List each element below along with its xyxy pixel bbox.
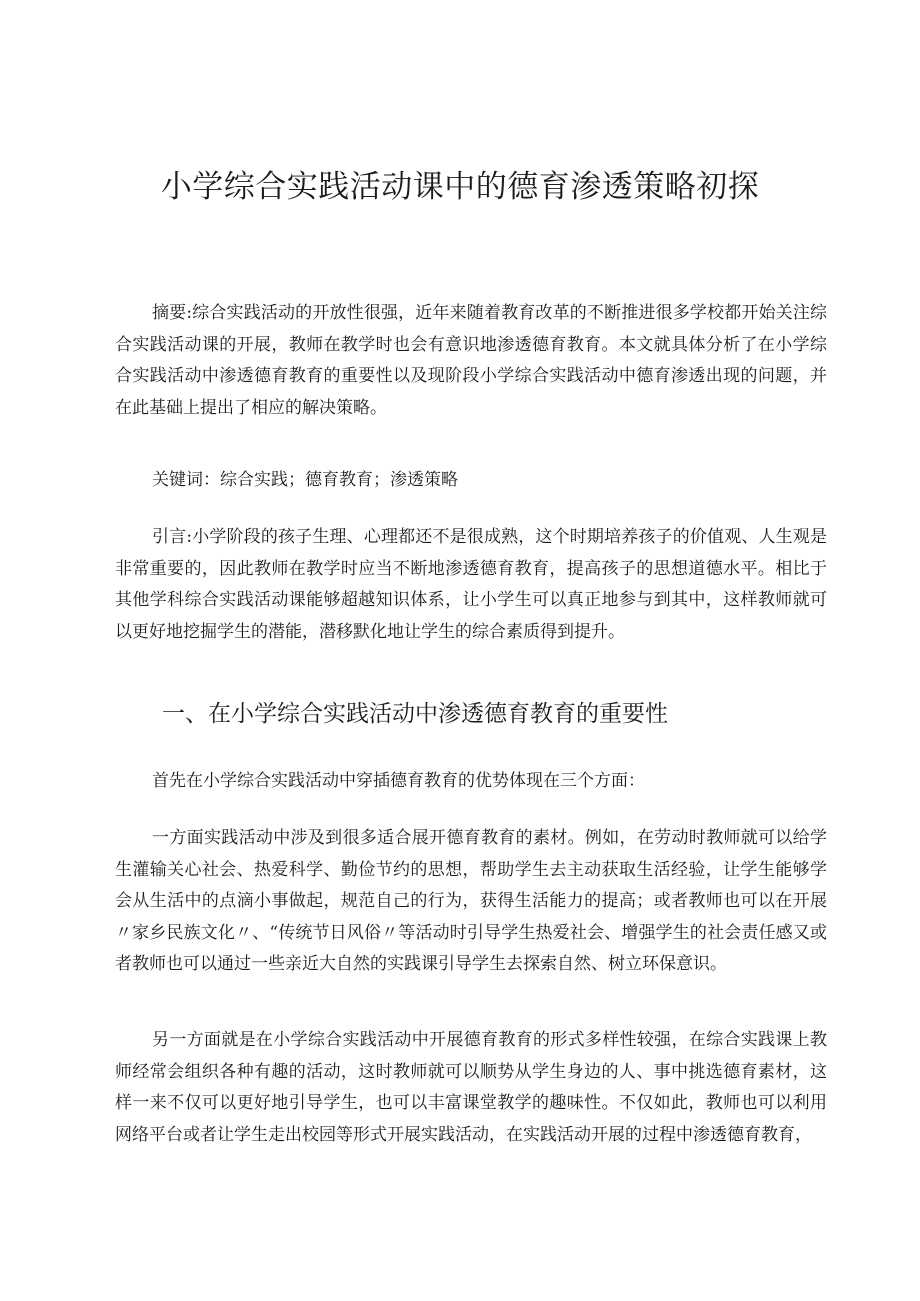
section-lead-paragraph: 首先在小学综合实践活动中穿插德育教育的优势体现在三个方面：	[152, 771, 645, 791]
body-paragraph-second-aspect: 另一方面就是在小学综合实践活动中开展德育教育的形式多样性较强，在综合实践课上教师经常会组织各种有趣的活动，这时教师就可以顺势从学生身边的人、事中挑选德育素材，这样一来不仅可以更好地引导学生，也可以丰富课堂教学的趣味性。不仅如此，教师也可以利用网络平台或者让学生走出校园等形式开展实践活动，在实践活动开展的过程中渗透德育教育，	[115, 1030, 827, 1145]
abstract-paragraph: 摘要:综合实践活动的开放性很强，近年来随着教育改革的不断推进很多学校都开始关注综合实践活动课的开展，教师在教学时也会有意识地渗透德育教育。本文就具体分析了在小学综合实践活动中渗透德育教育的重要性以及现阶段小学综合实践活动中德育渗透出现的问题，并在此基础上提出了相应的解决策略。	[115, 303, 827, 418]
body-paragraph-first-aspect: 一方面实践活动中涉及到很多适合展开德育教育的素材。例如，在劳动时教师就可以给学生灌输关心社会、热爱科学、勤俭节约的思想，帮助学生去主动获取生活经验，让学生能够学会从生活中的点滴小事做起，规范自己的行为，获得生活能力的提高；或者教师也可以在开展〃家乡民族文化〃、“传统节日风俗〃等活动时引导学生热爱社会、增强学生的社会责任感又或者教师也可以通过一些亲近大自然的实践课引导学生去探索自然、树立环保意识。	[115, 828, 827, 974]
section-heading: 一、在小学综合实践活动中渗透德育教育的重要性	[162, 701, 668, 727]
document-title: 小学综合实践活动课中的德育渗透策略初探	[160, 169, 760, 205]
keywords-line: 关键词：综合实践；德育教育；渗透策略	[152, 470, 458, 490]
introduction-paragraph: 引言:小学阶段的孩子生理、心理都还不是很成熟，这个时期培养孩子的价值观、人生观是非常重要的，因此教师在教学时应当不断地渗透德育教育，提高孩子的思想道德水平。相比于其他学科综合实践活动课能够超越知识体系，让小学生可以真正地参与到其中，这样教师就可以更好地挖掘学生的潜能，潜移默化地让学生的综合素质得到提升。	[115, 527, 827, 642]
